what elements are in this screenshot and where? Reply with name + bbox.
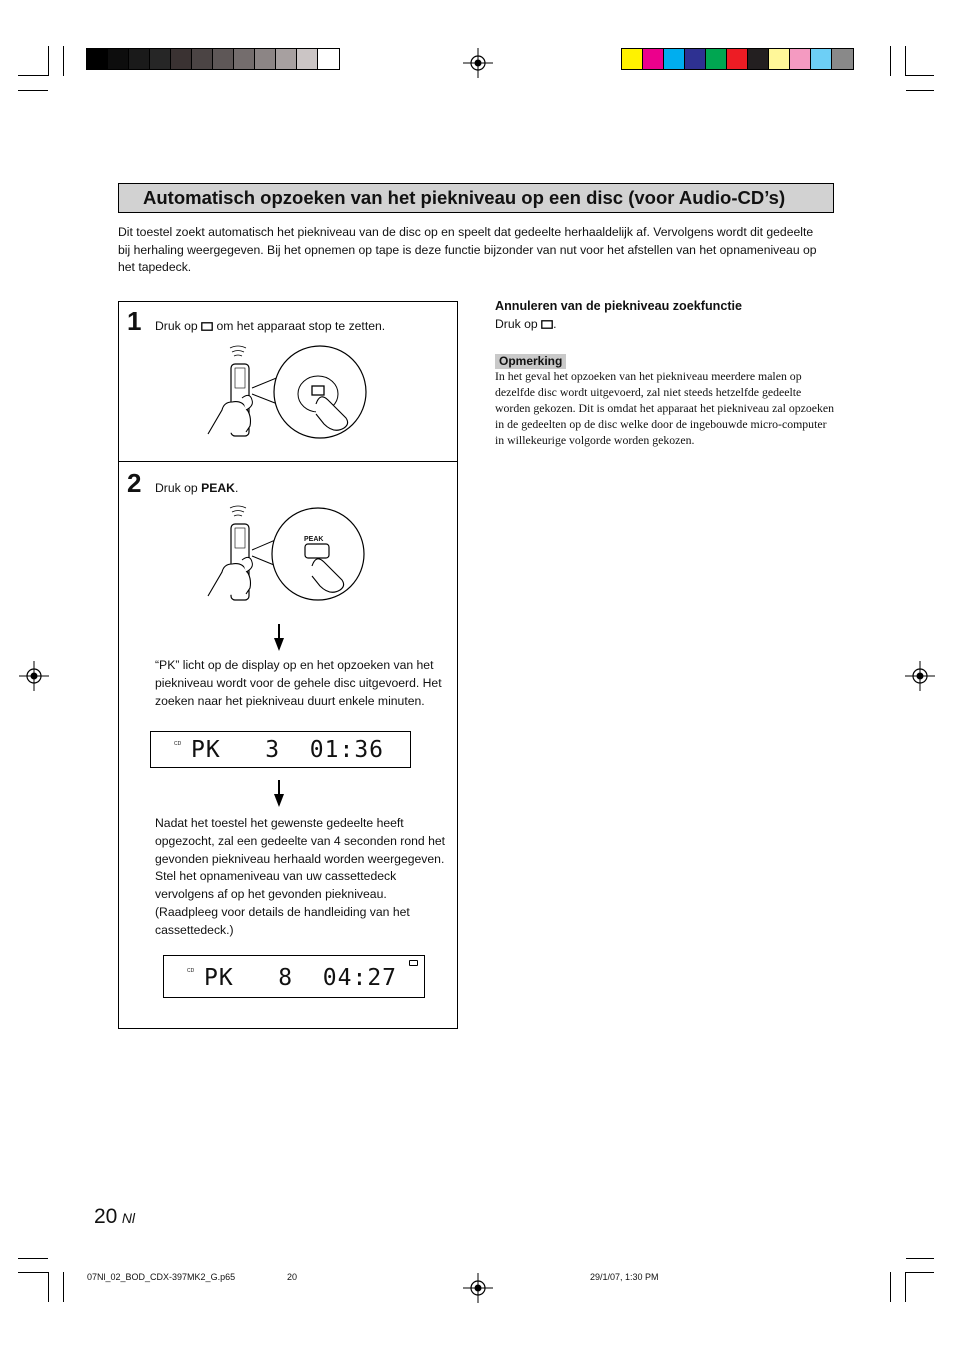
color-swatch [727,49,748,69]
stop-icon [541,320,553,329]
crop-mark [906,1272,934,1273]
crop-mark [890,46,891,76]
step-1-instruction [155,318,385,336]
stop-icon [201,322,213,331]
crop-mark [905,1272,906,1302]
color-swatch [685,49,706,69]
crop-mark [48,46,49,76]
crop-mark [906,75,934,76]
page-number [94,1205,135,1229]
arrow-down-icon [273,624,285,652]
arrow-down-icon [273,780,285,808]
step-2-instruction [155,480,238,498]
page-number-value: 20 [94,1205,118,1228]
step-2-description-1: “PK” licht op de display op en het opzoeken van het piekniveau wordt voor de gehele disc uitgevoerd. Het zoeken naar het piekniveau duurt enkele minuten. [155,658,442,708]
footer-page: 20 [287,1272,298,1282]
registration-mark-icon [904,660,936,692]
step-2-text-before: Druk op [155,481,202,495]
color-swatch [87,49,108,69]
note-tag: Opmerking [495,354,566,369]
registration-mark-icon [462,1272,494,1304]
color-swatch [297,49,318,69]
step-2-description-2: Nadat het toestel het gewenste gedeelte heeft opgezocht, zal een gedeelte van 4 seconden rond het gevonden piekniveau herhaald worden weergegeven. Stel het opnameniveau van uw cassettedeck vervolgens af op het gevonden piekniveau. (Raadpleeg voor details de handleiding van het cassettedeck.) [155,816,446,937]
color-swatch [811,49,832,69]
repeat-indicator-icon [409,960,418,966]
step-2-text-after: . [234,481,239,495]
color-swatch [643,49,664,69]
registration-mark-icon [462,47,494,79]
color-swatch [150,49,171,69]
crop-mark [18,75,48,76]
display-readout: PK 8 04:27 [204,965,398,991]
color-swatch [108,49,129,69]
step-1-text-before: Druk op [155,319,202,333]
crop-mark [63,1272,64,1302]
remote-press-peak-illustration [200,504,370,604]
step-number: 2 [127,468,142,498]
crop-mark [906,90,934,91]
color-swatch [318,49,339,69]
lcd-display-1 [150,731,411,768]
color-swatch [234,49,255,69]
color-swatch [832,49,853,69]
peak-button-label: PEAK [304,536,324,543]
step-divider [118,461,458,462]
crop-mark [18,1272,48,1273]
color-swatch [255,49,276,69]
registration-mark-icon [18,660,50,692]
color-swatch [129,49,150,69]
color-swatch [706,49,727,69]
display-readout: PK 3 01:36 [191,737,385,763]
note-label [495,352,566,370]
crop-mark [890,1272,891,1302]
peak-bold-label: PEAK [201,481,235,495]
cancel-text-before: Druk op [495,317,542,331]
footer-date: 29/1/07, 1:30 PM [590,1272,659,1282]
remote-press-stop-illustration [200,340,370,440]
crop-mark [906,1258,934,1259]
color-swatch [790,49,811,69]
crop-mark [48,1272,49,1302]
section-title: Automatisch opzoeken van het piekniveau op een disc (voor Audio-CD’s) [118,183,834,213]
note-text: In het geval het opzoeken van het piekniveau meerdere malen op dezelfde disc wordt uitgevoerd, zal niet steeds hetzelfde gedeelte worden gekozen. Dit is omdat het apparaat het piekniveau zal opzoeken in de gedeelten op de disc welke door de ingebouwde micro-computer in willekeurige volgorde worden gekozen. [495,369,835,447]
cancel-instruction [495,316,556,334]
color-swatch [748,49,769,69]
color-swatch [769,49,790,69]
color-swatch [276,49,297,69]
footer-file: 07Nl_02_BOD_CDX-397MK2_G.p65 [87,1272,236,1282]
crop-mark [18,90,48,91]
color-swatch [213,49,234,69]
crop-mark [18,1258,48,1259]
intro-paragraph: Dit toestel zoekt automatisch het piekniveau van de disc op en speelt dat gedeelte herhaaldelijk af. Vervolgens wordt dit gedeelte bij herhaling weergegeven. Bij het opnemen op tape is deze functie bijzonder van nut voor het afstellen van het opnameniveau op het tapedeck. [118,225,817,275]
color-swatch [622,49,643,69]
color-swatch [664,49,685,69]
step-number: 1 [127,306,142,336]
crop-mark [905,46,906,76]
cd-indicator: CD [174,741,182,747]
color-swatch [192,49,213,69]
cancel-text-after: . [553,317,557,331]
lcd-display-2 [163,955,425,998]
color-swatch-bar [621,48,854,70]
grayscale-swatch-bar [86,48,340,70]
step-1-text-after: om het apparaat stop te zetten. [213,319,386,333]
color-swatch [171,49,192,69]
page-language: Nl [121,1210,136,1226]
cd-indicator: CD [187,968,195,974]
crop-mark [63,46,64,76]
cancel-heading: Annuleren van de piekniveau zoekfunctie [495,299,743,313]
